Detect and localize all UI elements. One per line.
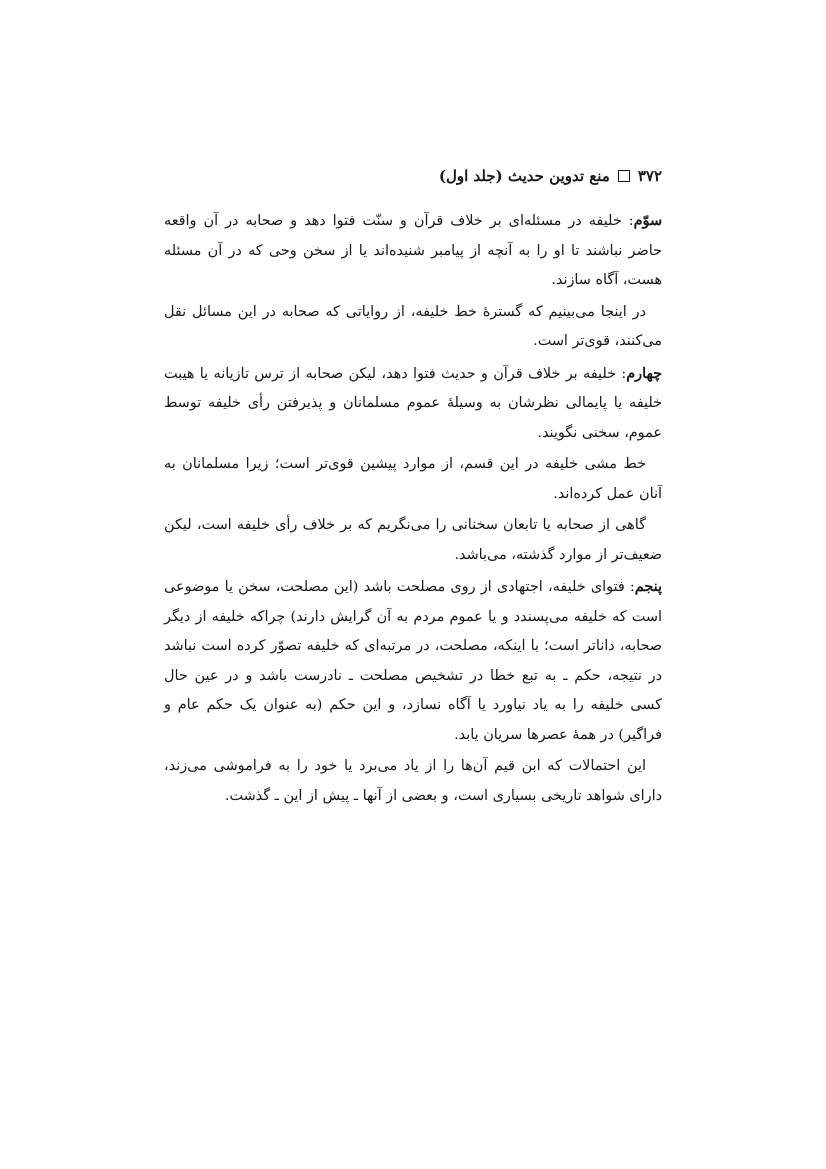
paragraph-note <box>164 752 662 811</box>
paragraph-fourth <box>164 359 662 449</box>
page-body <box>164 206 662 811</box>
paragraph-text: گاهی از صحابه یا تابعان سخنانی را می‌نگریم که بر خلاف رأی خلیفه است، لیکن ضعیف‌تر از موارد گذشته، می‌باشد. <box>164 517 662 563</box>
paragraph-text: : خلیفه بر خلاف قرآن و حدیث فتوا دهد، لیکن صحابه از ترس تازیانه یا هیبت خلیفه یا پایمالی نظرشان به وسیلهٔ عموم مسلمانان و پذیرفتن رأی خلیفه توسط عموم، سخنی نگویند. <box>164 365 662 441</box>
paragraph-text: خط مشی خلیفه در این قسم، از موارد پیشین قوی‌تر است؛ زیرا مسلمانان به آنان عمل کرده‌اند. <box>164 456 662 502</box>
paragraph-fifth <box>164 572 662 750</box>
paragraph-text: در اینجا می‌بینیم که گسترهٔ خط خلیفه، از روایاتی که صحابه در این مسائل نقل می‌کنند، قوی‌تر است. <box>164 303 662 349</box>
paragraph-third <box>164 206 662 296</box>
paragraph-lead-term: سوّم <box>633 212 662 229</box>
paragraph-note <box>164 511 662 570</box>
running-header <box>164 164 662 188</box>
book-title: منع تدوین حدیث (جلد اول) <box>438 167 610 185</box>
paragraph-text: : خلیفه در مسئله‌ای بر خلاف قرآن و سنّت فتوا دهد و صحابه در آن واقعه حاضر نباشند تا او را به آنچه از پیامبر شنیده‌اند یا از سخن وحی که در آن مسئله هست، آگاه سازند. <box>164 213 662 288</box>
paragraph-note <box>164 298 662 357</box>
square-outline-icon <box>618 170 630 182</box>
paragraph-lead-term: چهارم <box>626 364 662 382</box>
paragraph-text: : فتوای خلیفه، اجتهادی از روی مصلحت باشد (این مصلحت، سخن یا موضوعی است که خلیفه می‌پسندد و یا عموم مردم به آن گرایش دارند) چراکه خلیفه از دیگر صحابه، داناتر است؛ با اینکه، مصلحت، در مرتبه‌ای که خلیفه تصوّر کرده است نباشد در نتیجه، حکم ـ به تبع خطا در تشخیص مصلحت ـ نادرست باشد و در عین حال کسی خلیفه را به یاد نیاورد یا آگاه نسازد، و این حکم (به عنوان یک حکم عام و فراگیر) در همهٔ عصرها سریان یابد. <box>164 579 662 743</box>
paragraph-note <box>164 450 662 509</box>
book-page <box>164 164 662 813</box>
page-number: ۳۷۲ <box>637 167 662 185</box>
paragraph-lead-term: پنجم <box>634 578 662 595</box>
paragraph-text: این احتمالات که ابن قیم آن‌ها را از یاد می‌برد یا خود را به فراموشی می‌زند، دارای شواهد تاریخی بسیاری است، و بعضی از آنها ـ پیش از این ـ گذشت. <box>164 758 662 804</box>
